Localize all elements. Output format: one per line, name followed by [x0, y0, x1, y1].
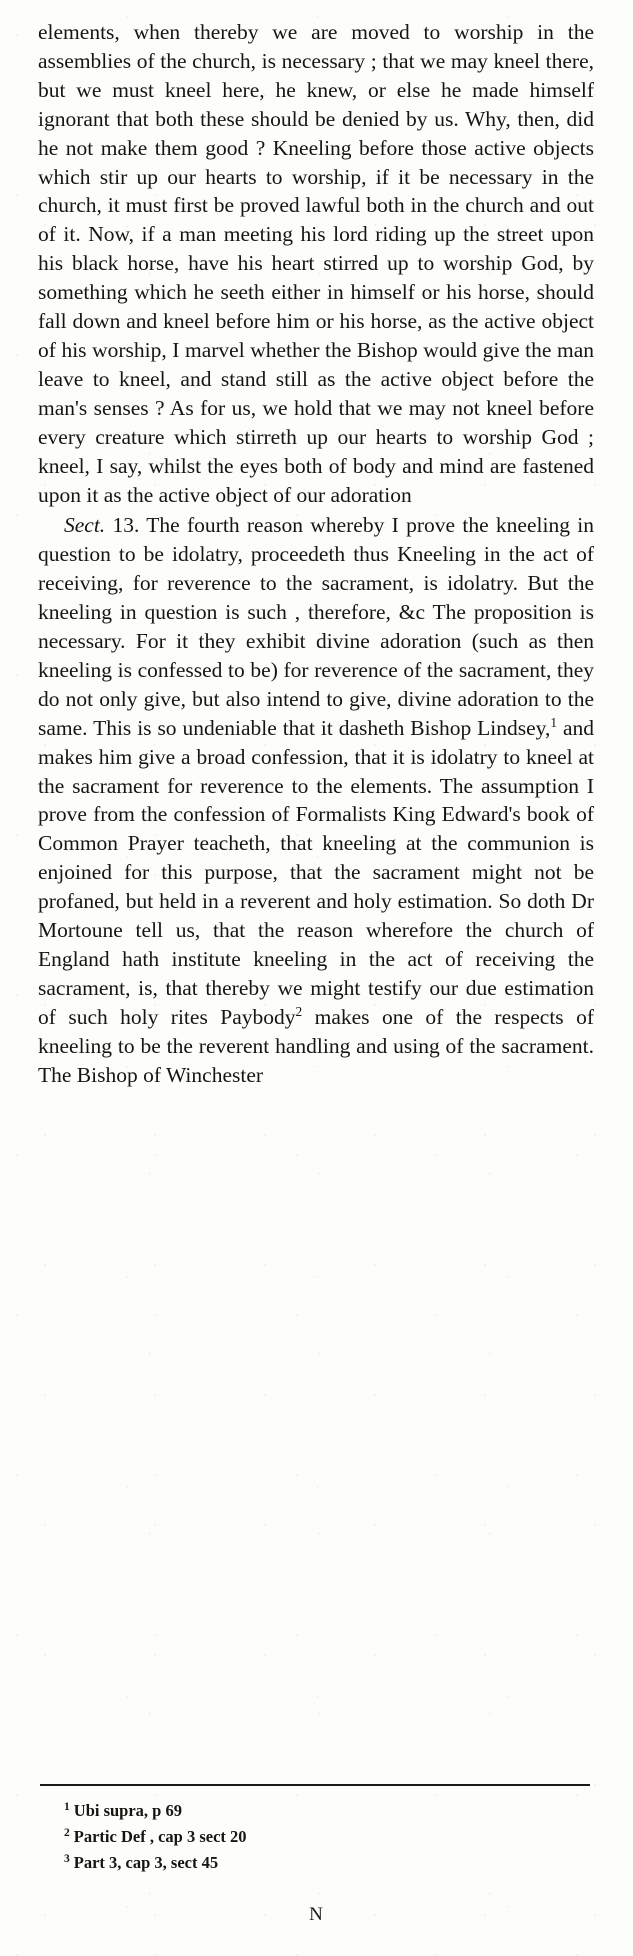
- footnote-text: Ubi supra, p 69: [73, 1801, 182, 1820]
- section-label: Sect.: [64, 513, 106, 538]
- footnote-mark: 2: [64, 1826, 70, 1839]
- footnote-mark: 3: [64, 1852, 70, 1865]
- paragraph-2: [38, 511, 594, 1089]
- paragraph-1-text: elements, when thereby we are moved to worship in the assemblies of the church, is necessary ; that we may kneel there, but we must kneel here, he knew, or else he made himself ignorant that both these should be denied by us. Why, then, did he not make them good ? Kneeling before those active objects which stir up our hearts to worship, if it be necessary in the church, it must first be proved lawful both in the church and out of it. Now, if a man meeting his lord riding up the street upon his black horse, have his heart stirred up to worship God, by something which he seeth either in himself or his horse, should fall down and kneel before him or his horse, as the active object of his worship, I marvel whether the Bishop would give the man leave to kneel, and stand still as the active object before the man's senses ? As for us, we hold that we may not kneel before every creature which stirreth up our hearts to worship God ; kneel, I say, whilst the eyes both of body and mind are fastened upon it as the active object of our adoration: [38, 20, 594, 507]
- paragraph-1: [38, 18, 594, 509]
- text-column: [38, 18, 594, 1090]
- footnote-divider-rule: [40, 1784, 590, 1786]
- paragraph-2-text-part2: and makes him give a broad confession, that it is idolatry to kneel at the sacrament for reverence to the elements. The assumption I prove from the confession of Formalists King Edward's book of Common Prayer teacheth, that kneeling at the communion is enjoined for this purpose, that the sacrament might not be profaned, but held in a reverent and holy estimation. So doth Dr Mortoune tell us, that the reason wherefore the church of England hath institute kneeling in the act of receiving the sacrament, is, that thereby we might testify our due estimation of such holy rites Paybody: [38, 715, 594, 1029]
- footnote-item: [64, 1824, 584, 1850]
- paragraph-2-text-part3: makes one of the respects of kneeling to be the reverent handling and using of the sacrament. The Bishop of Winchester: [38, 1004, 594, 1087]
- footnote-text: Part 3, cap 3, sect 45: [73, 1853, 219, 1873]
- footnote-text: Partic Def , cap 3 sect 20: [73, 1827, 247, 1847]
- footnote-mark: 1: [64, 1800, 70, 1813]
- footnote-item: [64, 1798, 584, 1824]
- footnote-block: [64, 1798, 584, 1876]
- body-text-block: [38, 18, 594, 1090]
- paragraph-2-text-part1: 13. The fourth reason whereby I prove the kneeling in question to be idolatry, proceedeth thus Kneeling in the act of receiving, for reverence to the sacrament, is idolatry. But the kneeling in question is such , therefore, &c The proposition is necessary. For it they exhibit divine adoration (such as then kneeling is confessed to be) for reverence of the sacrament, they do not only give, but also intend to give, divine adoration to the same. This is so undeniable that it dasheth Bishop Lindsey,: [38, 513, 594, 740]
- footnote-ref-1[interactable]: 1: [550, 714, 558, 730]
- signature-mark: N: [309, 1904, 324, 1925]
- footnote-item: [64, 1850, 584, 1876]
- footnote-ref-2[interactable]: 2: [295, 1003, 303, 1019]
